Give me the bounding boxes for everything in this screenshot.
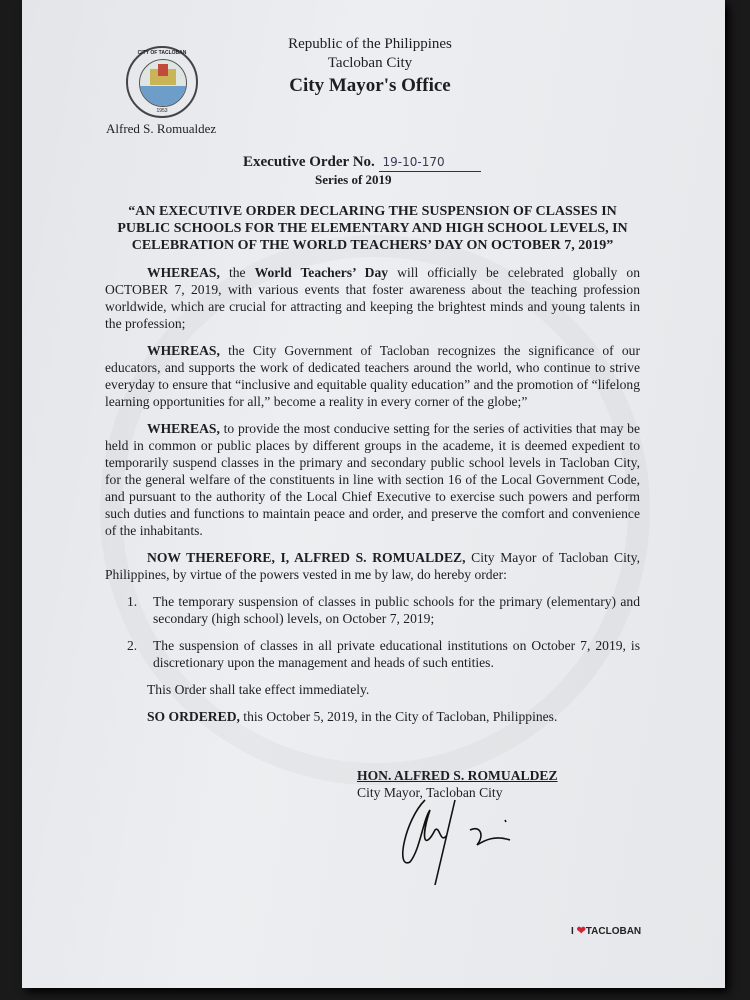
handwritten-signature (385, 790, 535, 890)
heart-icon: ❤ (576, 925, 586, 937)
whereas-paragraph-3: WHEREAS, to provide the most conducive setting for the series of activities that may be held in common or public places by different groups in the academe, it is deemed expedient to temporarily suspend classes in the primary and secondary public school levels in Tacloban City, for the general welfare of the constituents in line with section 16 of the Local Government Code, and pursuant to the authority of the Local Chief Executive to exercise such powers and perform such duties and functions to maintain peace and order, and preserve the comfort and convenience of the inhabitants. (105, 421, 640, 538)
order-item: 1. The temporary suspension of classes in public schools for the primary (elementary) and secondary (high school) levels, on October 7, 2019; (127, 594, 640, 626)
whereas-paragraph-1: WHEREAS, the World Teachers’ Day will officially be celebrated globally on OCTOBER 7, 2019, with various events that foster awareness about the teaching profession worldwide, which are crucial for attracting and keeping the brightest minds and young talents in the profession; (105, 265, 641, 331)
order-body (105, 203, 640, 801)
now-therefore-paragraph: NOW THEREFORE, I, ALFRED S. ROMUALDEZ, City Mayor of Tacloban City, Philippines, by virtue of the powers vested in me by law, do hereby order: (105, 550, 640, 582)
city-seal-logo (126, 46, 198, 118)
letterhead-mayor-name: Alfred S. Romualdez (106, 121, 217, 136)
order-item: 2. The suspension of classes in all private educational institutions on October 7, 2019, is discretionary upon the management and heads of such entities. (127, 638, 640, 670)
letterhead-city: Tacloban City (327, 55, 413, 71)
effect-statement: This Order shall take effect immediately. (147, 682, 370, 697)
whereas-paragraph-2: WHEREAS, the City Government of Tacloban recognizes the significance of our educators, and supports the work of dedicated teachers around the world, who continue to strive everyday to ensure that “inclusive and equitable quality education” and the promotion of “lifelong learning opportunities for all,” become a reality in every corner of the globe;” (105, 343, 640, 409)
eo-handwritten-number: 19-10-170 (379, 153, 481, 172)
eo-series: Series of 2019 (315, 172, 392, 187)
executive-order-number (243, 153, 481, 172)
order-title: “AN EXECUTIVE ORDER DECLARING THE SUSPENSION OF CLASSES IN PUBLIC SCHOOLS FOR THE ELEMENTARY AND HIGH SCHOOL LEVELS, IN CELEBRATION OF THE WORLD TEACHERS’ DAY ON OCTOBER 7, 2019” (117, 204, 628, 253)
seal-text: CITY OF TACLOBAN (137, 50, 187, 56)
letterhead-office: City Mayor's Office (289, 75, 451, 96)
signatory-name: HON. ALFRED S. ROMUALDEZ (357, 768, 558, 783)
so-ordered-statement: SO ORDERED, this October 5, 2019, in the City of Tacloban, Philippines. (147, 709, 558, 724)
i-love-tacloban-tag: I ❤TACLOBAN (571, 925, 642, 937)
letterhead-country: Republic of the Philippines (288, 36, 452, 52)
seal-year: 1953 (156, 108, 168, 114)
signatory-title: City Mayor, Tacloban City (357, 785, 503, 800)
seal-emblem (139, 59, 187, 107)
eo-label: Executive Order No. (243, 154, 375, 170)
